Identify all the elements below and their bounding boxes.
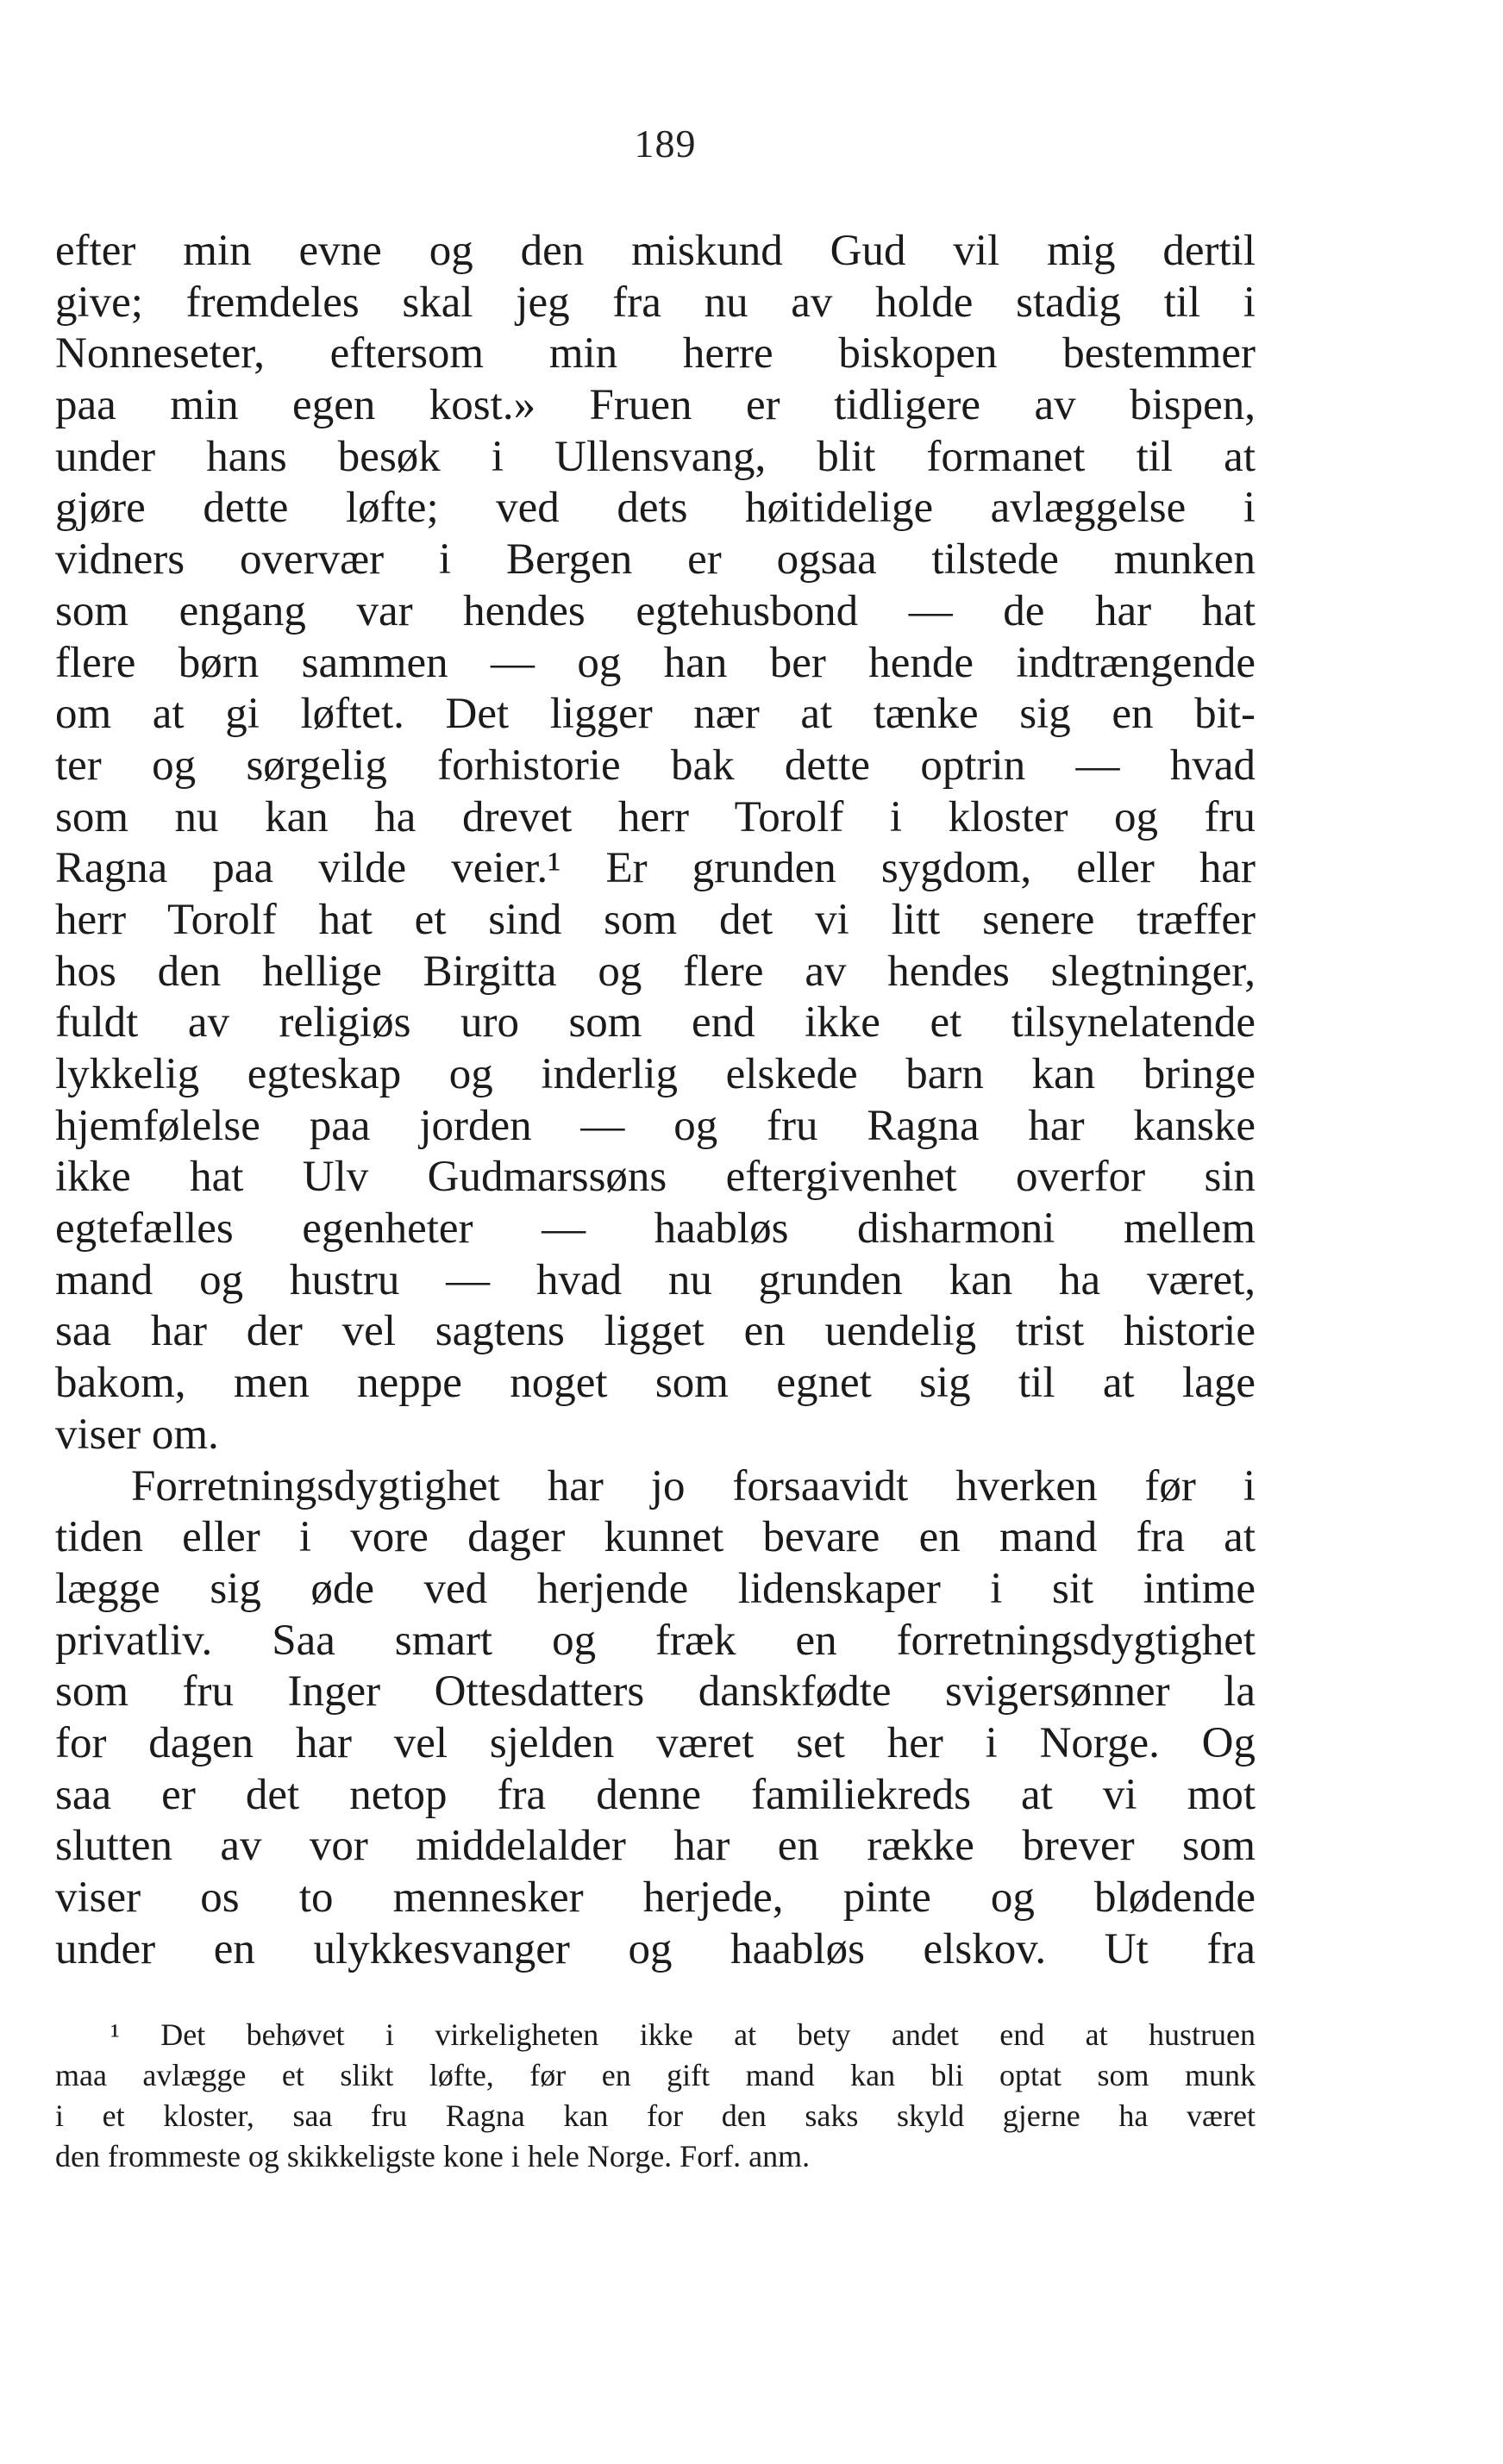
footnote-line: den frommeste og skikkeligste kone i hele Norge. Forf. anm. [55,2139,811,2173]
text-line: saa har der vel sagtens ligget en uendelig trist historie [55,1307,1256,1356]
text-line: give; fremdeles skal jeg fra nu av holde stadig til i [55,278,1256,327]
text-line: egtefælles egenheter — haabløs disharmoni mellem [55,1204,1256,1254]
text-line: viser os to mennesker herjede, pinte og blødende [55,1873,1256,1922]
text-line: privatliv. Saa smart og fræk en forretningsdygtighet [55,1616,1256,1665]
text-line: ter og sørgelig forhistorie bak dette optrin — hvad [55,741,1256,790]
text-line: om at gi løftet. Det ligger nær at tænke sig en bit- [55,690,1256,739]
footnote-line: i et kloster, saa fru Ragna kan for den saks skyld gjerne ha været [55,2098,1256,2133]
text-line: lægge sig øde ved herjende lidenskaper i sit intime [55,1564,1256,1613]
footnote [55,2015,1256,2177]
text-line: paa min egen kost.» Fruen er tidligere av bispen, [55,381,1256,430]
footnote-line: maa avlægge et slikt løfte, før en gift mand kan bli optat som munk [55,2058,1256,2092]
text-line: flere børn sammen — og han ber hende indtrængende [55,638,1256,687]
text-line: viser om. [55,1410,219,1459]
text-line: saa er det netop fra denne familiekreds at vi mot [55,1770,1256,1819]
text-line: som engang var hendes egtehusbond — de har hat [55,586,1256,635]
page-number: 189 [634,122,697,166]
text-line: gjøre dette løfte; ved dets høitidelige avlæggelse i [55,484,1256,533]
text-line: vidners overvær i Bergen er ogsaa tilstede munken [55,535,1256,585]
text-line: for dagen har vel sjelden været set her i Norge. Og [55,1718,1256,1767]
text-line: hos den hellige Birgitta og flere av hendes slegtninger, [55,947,1256,996]
text-line: slutten av vor middelalder har en række brever som [55,1822,1256,1871]
text-line: Ragna paa vilde veier.¹ Er grunden sygdom, eller har [55,844,1256,893]
text-line: herr Torolf hat et sind som det vi litt senere træffer [55,895,1256,944]
text-line: under hans besøk i Ullensvang, blit formanet til at [55,432,1256,481]
text-line: efter min evne og den miskund Gud vil mig dertil [55,227,1256,275]
text-line: Forretningsdygtighet har jo forsaavidt hverken før i [131,1461,1256,1510]
body-text [55,226,1256,1975]
footnote-line: ¹ Det behøvet i virkeligheten ikke at bety andet end at hustruen [110,2017,1256,2052]
text-line: lykkelig egteskap og inderlig elskede barn kan bringe [55,1050,1256,1098]
text-line: bakom, men neppe noget som egnet sig til at lage [55,1359,1256,1408]
text-line: som nu kan ha drevet herr Torolf i kloster og fru [55,792,1256,841]
text-line: Nonneseter, eftersom min herre biskopen bestemmer [55,329,1256,378]
text-line: under en ulykkesvanger og haabløs elskov. Ut fra [55,1924,1256,1973]
text-line: som fru Inger Ottesdatters danskfødte svigersønner la [55,1667,1256,1717]
text-line: fuldt av religiøs uro som end ikke et tilsynelatende [55,998,1256,1048]
text-line: tiden eller i vore dager kunnet bevare en mand fra at [55,1513,1256,1562]
text-line: hjemfølelse paa jorden — og fru Ragna har kanske [55,1101,1256,1150]
text-line: mand og hustru — hvad nu grunden kan ha været, [55,1255,1256,1304]
text-line: ikke hat Ulv Gudmarssøns eftergivenhet overfor sin [55,1153,1256,1202]
